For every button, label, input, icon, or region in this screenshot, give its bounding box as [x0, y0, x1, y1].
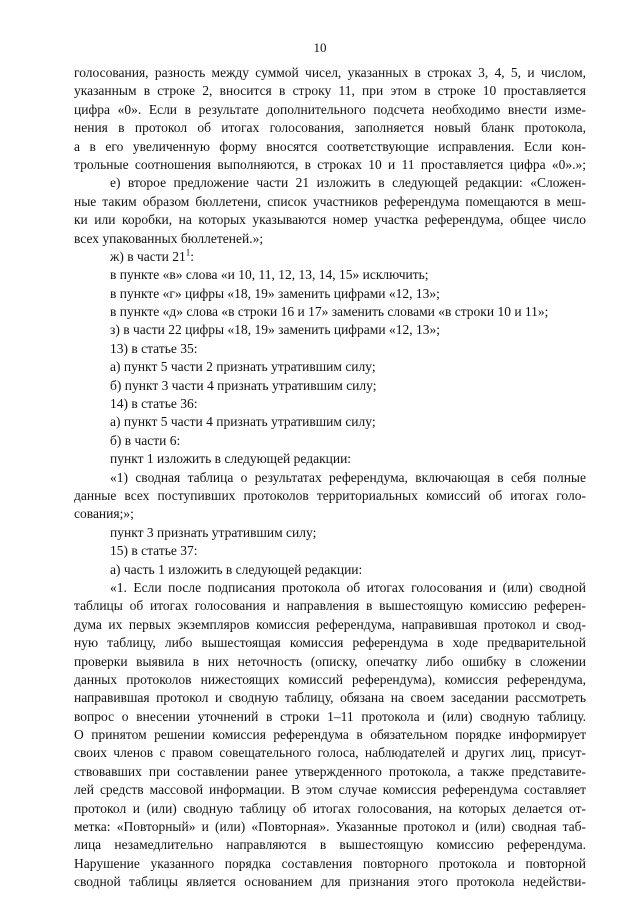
- text-line: [74, 689, 586, 707]
- text-line-content: направившая протокол и сводную таблицу, обязана на своем заседании рассмотреть: [74, 690, 586, 706]
- text-line-content: протокол и (или) сводную таблицу об итогах голосования, на которых делается от-: [74, 800, 586, 816]
- text-line-content: 14) в статье 36:: [110, 396, 198, 412]
- document-body: [74, 64, 586, 892]
- text-line: [74, 340, 586, 358]
- text-line-content: дума их первых экземпляров комиссия референдума, направившая протокол и свод-: [74, 616, 586, 632]
- text-line: [74, 653, 586, 671]
- text-line: [74, 634, 586, 652]
- text-line-content: Нарушение указанного порядка составления повторного протокола и повторной: [74, 855, 586, 871]
- text-line: [74, 266, 586, 284]
- text-line: [74, 248, 586, 266]
- text-line-content: лей средств массовой информации. В этом случае комиссия референдума составляет: [74, 782, 586, 798]
- text-line-content: метка: «Повторный» и (или) «Повторная». Указанные протокол и (или) сводная таб-: [74, 819, 586, 835]
- text-line-content: пункт 1 изложить в следующей редакции:: [110, 451, 352, 467]
- text-line: [74, 101, 586, 119]
- text-line: [74, 193, 586, 211]
- text-line: [74, 505, 586, 523]
- text-line-content: пункт 3 признать утратившим силу;: [110, 524, 317, 540]
- text-line-content: данных протоколов нижестоящих комиссий референдума), комиссия референдума,: [74, 671, 586, 687]
- text-line-content: трольные соотношения выполняются, в строках 10 и 11 проставляется цифра «0».»;: [74, 156, 586, 172]
- text-line-content: а) пункт 5 части 2 признать утратившим силу;: [110, 359, 376, 375]
- text-line-content: «1. Если после подписания протокола об итогах голосования и (или) сводной: [110, 579, 586, 595]
- text-line: [74, 450, 586, 468]
- text-line: [74, 579, 586, 597]
- text-line: [74, 82, 586, 100]
- text-line-content: своих членов с правом совещательного голоса, наблюдателей и других лиц, присут-: [74, 745, 586, 761]
- text-line: [74, 726, 586, 744]
- text-line: [74, 358, 586, 376]
- text-line: [74, 800, 586, 818]
- text-line: [74, 561, 586, 579]
- text-line: [74, 542, 586, 560]
- text-line-content: ные таким образом бюллетени, список участников референдума помещаются в меш-: [74, 193, 586, 209]
- text-line: [74, 230, 586, 248]
- text-line: [74, 432, 586, 450]
- text-line-content: указанным в строке 2, вносится в строку 11, при этом в строке 10 проставляется: [74, 83, 586, 99]
- text-line: [74, 818, 586, 836]
- text-line-content: а в его увеличенную форму вносятся соответствующие исправления. Если кон-: [74, 138, 586, 154]
- text-line-tail: :: [190, 248, 194, 264]
- text-line: [74, 303, 586, 321]
- text-line-content: нения в протокол об итогах голосования, заполняется новый бланк протокола,: [74, 120, 586, 136]
- superscript: 1: [185, 247, 191, 258]
- text-line: [74, 524, 586, 542]
- text-line: [74, 64, 586, 82]
- text-line: [74, 873, 586, 891]
- text-line-content: проверки выявила в них неточность (описку, опечатку либо ошибку в сложении: [74, 653, 586, 669]
- text-line-content: лица незамедлительно направляются в вышестоящую комиссию референдума.: [74, 837, 586, 853]
- text-line: [74, 211, 586, 229]
- text-line-content: б) в части 6:: [110, 432, 181, 448]
- text-line-content: а) пункт 5 части 4 признать утратившим силу;: [110, 414, 376, 430]
- text-line-content: в пункте «д» слова «в строки 16 и 17» заменить словами «в строки 10 и 11»;: [110, 304, 549, 320]
- text-line: [74, 781, 586, 799]
- text-line-content: е) второе предложение части 21 изложить в следующей редакции: «Сложен-: [110, 175, 586, 191]
- text-line: [74, 763, 586, 781]
- text-line-content: ж) в части 21: [110, 248, 186, 264]
- text-line-content: а) часть 1 изложить в следующей редакции:: [110, 561, 363, 577]
- text-line-content: 13) в статье 35:: [110, 340, 198, 356]
- text-line: [74, 413, 586, 431]
- text-line-content: 15) в статье 37:: [110, 543, 198, 559]
- text-line: [74, 156, 586, 174]
- text-line: [74, 285, 586, 303]
- text-line-content: всех упакованных бюллетеней.»;: [74, 230, 264, 246]
- text-line: [74, 174, 586, 192]
- text-line: [74, 597, 586, 615]
- text-line: [74, 469, 586, 487]
- text-line-content: цифра «0». Если в результате дополнительного подсчета необходимо внести изме-: [74, 101, 586, 117]
- text-line: [74, 138, 586, 156]
- text-line-content: данные всех поступивших протоколов территориальных комиссий об итогах голо-: [74, 487, 586, 503]
- text-line-content: вопрос о внесении уточнений в строки 1–11 протокола и (или) сводную таблицу.: [74, 708, 586, 724]
- text-line: [74, 395, 586, 413]
- text-line-content: таблицы об итогах голосования и направления в вышестоящую комиссию референ-: [74, 598, 586, 614]
- text-line: [74, 119, 586, 137]
- text-line-content: в пункте «г» цифры «18, 19» заменить цифрами «12, 13»;: [110, 285, 440, 301]
- text-line-content: сования;»;: [74, 506, 134, 522]
- text-line: [74, 671, 586, 689]
- text-line: [74, 487, 586, 505]
- text-line-content: ную таблицу, либо вышестоящая комиссия референдума в ходе предварительной: [74, 635, 586, 651]
- text-line: [74, 708, 586, 726]
- text-line-content: голосования, разность между суммой чисел, указанных в строках 3, 4, 5, и числом,: [74, 65, 586, 80]
- text-line-content: О принятом решении комиссия референдума в обязательном порядке информирует: [74, 727, 586, 743]
- text-line-content: «1) сводная таблица о результатах референдума, включающая в себя полные: [110, 469, 586, 485]
- text-line-content: з) в части 22 цифры «18, 19» заменить цифрами «12, 13»;: [110, 322, 440, 338]
- text-line: [74, 855, 586, 873]
- text-line-content: в пункте «в» слова «и 10, 11, 12, 13, 14, 15» исключить;: [110, 267, 429, 283]
- text-line: [74, 321, 586, 339]
- text-line-content: ки или коробки, на которых указываются номер участка референдума, общее число: [74, 212, 586, 228]
- text-line-content: ствовавших при составлении ранее утвержденного протокола, а также представите-: [74, 763, 586, 779]
- page-number: 10: [313, 40, 327, 55]
- text-line-content: б) пункт 3 части 4 признать утратившим силу;: [110, 377, 377, 393]
- text-line: [74, 744, 586, 762]
- text-line: [74, 836, 586, 854]
- text-line-content: сводной таблицы является основанием для признания этого протокола недействи-: [74, 874, 586, 890]
- text-line: [74, 377, 586, 395]
- text-line: [74, 616, 586, 634]
